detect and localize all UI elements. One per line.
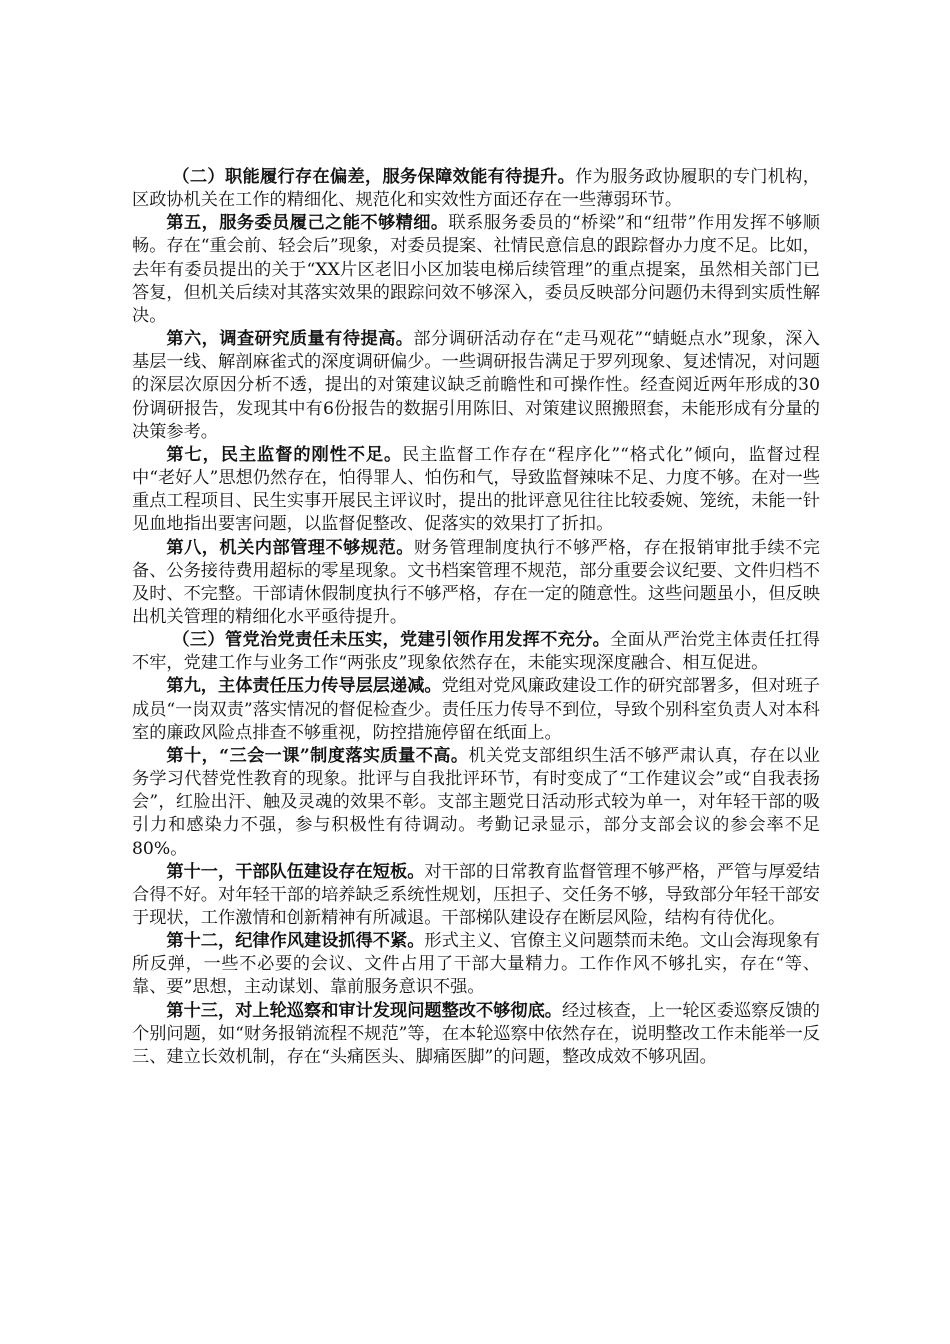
paragraph-item-9: [132, 675, 820, 744]
paragraph-text: 民主监督工作存在“程序化”“格式化”倾向，监督过程中“老好人”思想仍然存在，怕得罪人、怕伤和气，导致监督辣味不足、力度不够。在对一些重点工程项目、民生实事开展民主评议时，提出的批评意见往往比较委婉、笼统，未能一针见血地指出要害问题，以监督促整改、促落实的效果打了折扣。: [132, 444, 820, 535]
paragraph-item-11: [132, 861, 820, 930]
paragraph-item-12: [132, 930, 820, 999]
paragraph-text: 机关党支部组织生活不够严肃认真，存在以业务学习代替党性教育的现象。批评与自我批评环节，有时变成了“工作建议会”或“自我表扬会”，红脸出汗、触及灵魂的效果不彰。支部主题党日活动形式较为单一，对年轻干部的吸引力和感染力不强，参与积极性有待调动。考勤记录显示，部分支部会议的参会率不足80%。: [132, 745, 820, 859]
paragraph-text: 作为服务政协履职的专门机构，区政协机关在工作的精细化、规范化和实效性方面还存在一些薄弱环节。: [132, 167, 820, 211]
paragraph-item-10: [132, 745, 820, 861]
item-heading: 第八，机关内部管理不够规范。: [166, 537, 414, 558]
item-heading: 第六，调查研究质量有待提高。: [166, 329, 414, 350]
document-body: [132, 166, 820, 1069]
item-heading: 第十二，纪律作风建设抓得不紧。: [166, 931, 425, 952]
item-heading: 第七，民主监督的刚性不足。: [166, 444, 403, 465]
paragraph-section-2: [132, 166, 820, 212]
paragraph-item-13: [132, 1000, 820, 1069]
paragraph-text: 对干部的日常教育监督管理不够严格，严管与厚爱结合得不好。对年轻干部的培养缺乏系统性规划，压担子、交任务不够，导致部分年轻干部安于现状，工作激情和创新精神有所减退。干部梯队建设存在断层风险，结构有待优化。: [132, 861, 820, 928]
paragraph-item-5: [132, 212, 820, 328]
paragraph-item-8: [132, 537, 820, 630]
item-heading: 第十一，干部队伍建设存在短板。: [166, 861, 425, 882]
paragraph-text: 全面从严治党主体责任扛得不牢，党建工作与业务工作“两张皮”现象依然存在，未能实现深度融合、相互促进。: [132, 630, 820, 674]
section-heading: （三）管党治党责任未压实，党建引领作用发挥不充分。: [172, 630, 611, 651]
item-heading: 第十三，对上轮巡察和审计发现问题整改不够彻底。: [166, 1000, 562, 1021]
item-heading: 第十，“三会一课”制度落实质量不高。: [166, 745, 469, 766]
paragraph-text: 财务管理制度执行不够严格，存在报销审批手续不完备、公务接待费用超标的零星现象。文书档案管理不规范，部分重要会议纪要、文件归档不及时、不完整。干部请休假制度执行不够严格，存在一定的随意性。这些问题虽小，但反映出机关管理的精细化水平亟待提升。: [132, 537, 820, 627]
paragraph-text: 形式主义、官僚主义问题禁而未绝。文山会海现象有所反弹，一些不必要的会议、文件占用了干部大量精力。工作作风不够扎实，存在“等、靠、要”思想，主动谋划、靠前服务意识不强。: [132, 931, 820, 998]
paragraph-section-3: [132, 629, 820, 675]
paragraph-text: 经过核查，上一轮区委巡察反馈的个别问题，如“财务报销流程不规范”等，在本轮巡察中依然存在，说明整改工作未能举一反三、建立长效机制，存在“头痛医头、脚痛医脚”的问题，整改成效不够巩固。: [132, 1000, 820, 1067]
paragraph-text: 党组对党风廉政建设工作的研究部署多，但对班子成员“一岗双责”落实情况的督促检查少。责任压力传导不到位，导致个别科室负责人对本科室的廉政风险点排查不够重视，防控措施停留在纸面上。: [132, 676, 820, 743]
item-heading: 第九，主体责任压力传导层层递减。: [166, 676, 442, 697]
paragraph-text: 联系服务委员的“桥梁”和“纽带”作用发挥不够顺畅。存在“重会前、轻会后”现象，对委员提案、社情民意信息的跟踪督办力度不足。比如，去年有委员提出的关于“XX片区老旧小区加装电梯后续管理”的重点提案，虽然相关部门已答复，但机关后续对其落实效果的跟踪问效不够深入，委员反映部分问题仍未得到实质性解决。: [132, 213, 820, 326]
paragraph-item-6: [132, 328, 820, 444]
item-heading: 第五，服务委员履己之能不够精细。: [166, 213, 449, 234]
paragraph-item-7: [132, 444, 820, 537]
section-heading: （二）职能履行存在偏差，服务保障效能有待提升。: [172, 167, 576, 187]
paragraph-text: 部分调研活动存在“走马观花”“蜻蜓点水”现象，深入基层一线、解剖麻雀式的深度调研偏少。一些调研报告满足于罗列现象、复述情况，对问题的深层次原因分析不透，提出的对策建议缺乏前瞻性和可操作性。经查阅近两年形成的30份调研报告，发现其中有6份报告的数据引用陈旧、对策建议照搬照套，未能形成有分量的决策参考。: [132, 329, 820, 442]
